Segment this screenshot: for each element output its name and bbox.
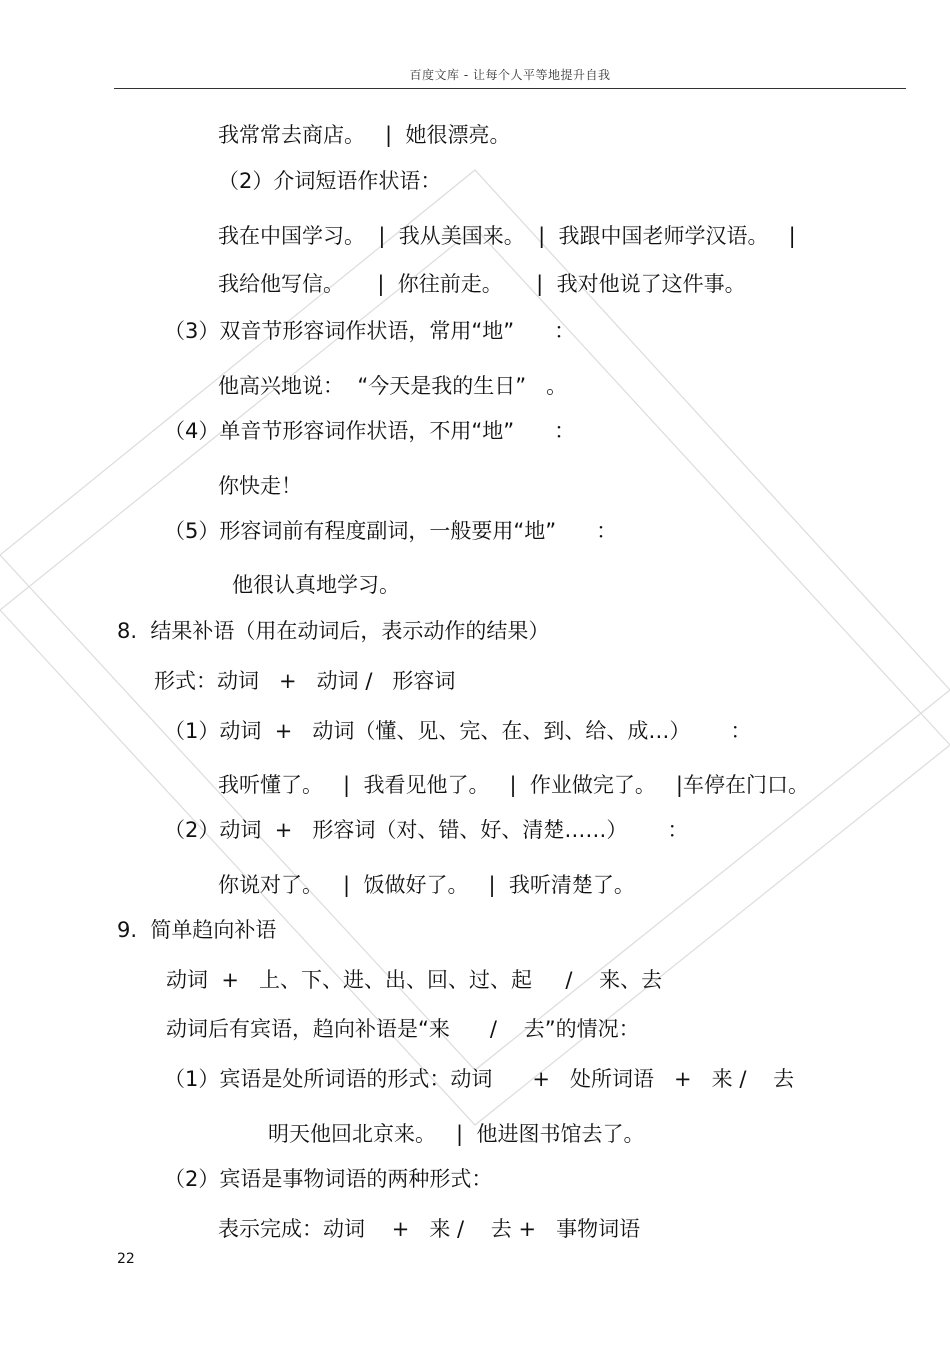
text-line-2: （2）介词短语作状语： [218, 169, 442, 193]
page-header [114, 62, 906, 89]
text-line-12: 形式：动词 + 动词 / 形容词 [154, 669, 456, 693]
text-line-10: 他很认真地学习。 [232, 573, 400, 597]
text-line-16: 你说对了。 | 饭做好了。 | 我听清楚了。 [218, 873, 635, 897]
text-line-7: （4）单音节形容词作状语，不用“地” ： [164, 419, 576, 443]
text-line-23: 表示完成：动词 + 来 / 去 + 事物词语 [218, 1217, 641, 1241]
text-line-9: （5）形容词前有程度副词，一般要用“地” ： [164, 519, 618, 543]
text-line-15: （2）动词 + 形容词（对、错、好、清楚……） ： [164, 818, 689, 842]
text-line-1: 我常常去商店。 | 她很漂亮。 [218, 123, 511, 147]
text-line-21: 明天他回北京来。 | 他进图书馆去了。 [268, 1122, 645, 1146]
text-line-19: 动词后有宾语，趋向补语是“来 / 去”的情况： [166, 1017, 640, 1041]
text-line-4: 我给他写信。 | 你往前走。 | 我对他说了这件事。 [218, 272, 746, 296]
text-line-5: （3）双音节形容词作状语，常用“地” ： [164, 319, 576, 343]
text-line-11: 8. 结果补语（用在动词后，表示动作的结果） [117, 619, 550, 643]
text-line-18: 动词 + 上、下、进、出、回、过、起 / 来、去 [166, 968, 663, 992]
header-title: 百度文库 - 让每个人平等地提升自我 [409, 68, 611, 82]
text-line-17: 9. 简单趋向补语 [117, 918, 277, 942]
text-line-3: 我在中国学习。 | 我从美国来。 | 我跟中国老师学汉语。 | [218, 224, 796, 248]
text-line-14: 我听懂了。 | 我看见他了。 | 作业做完了。 |车停在门口。 [218, 773, 810, 797]
text-line-22: （2）宾语是事物词语的两种形式： [164, 1167, 493, 1191]
text-line-8: 你快走！ [218, 474, 302, 498]
text-line-13: （1）动词 + 动词（懂、见、完、在、到、给、成…） ： [164, 719, 752, 743]
text-line-6: 他高兴地说： “今天是我的生日” 。 [218, 374, 568, 398]
page-number: 22 [117, 1251, 135, 1267]
text-line-20: （1）宾语是处所词语的形式：动词 + 处所词语 + 来 / 去 [164, 1067, 795, 1091]
